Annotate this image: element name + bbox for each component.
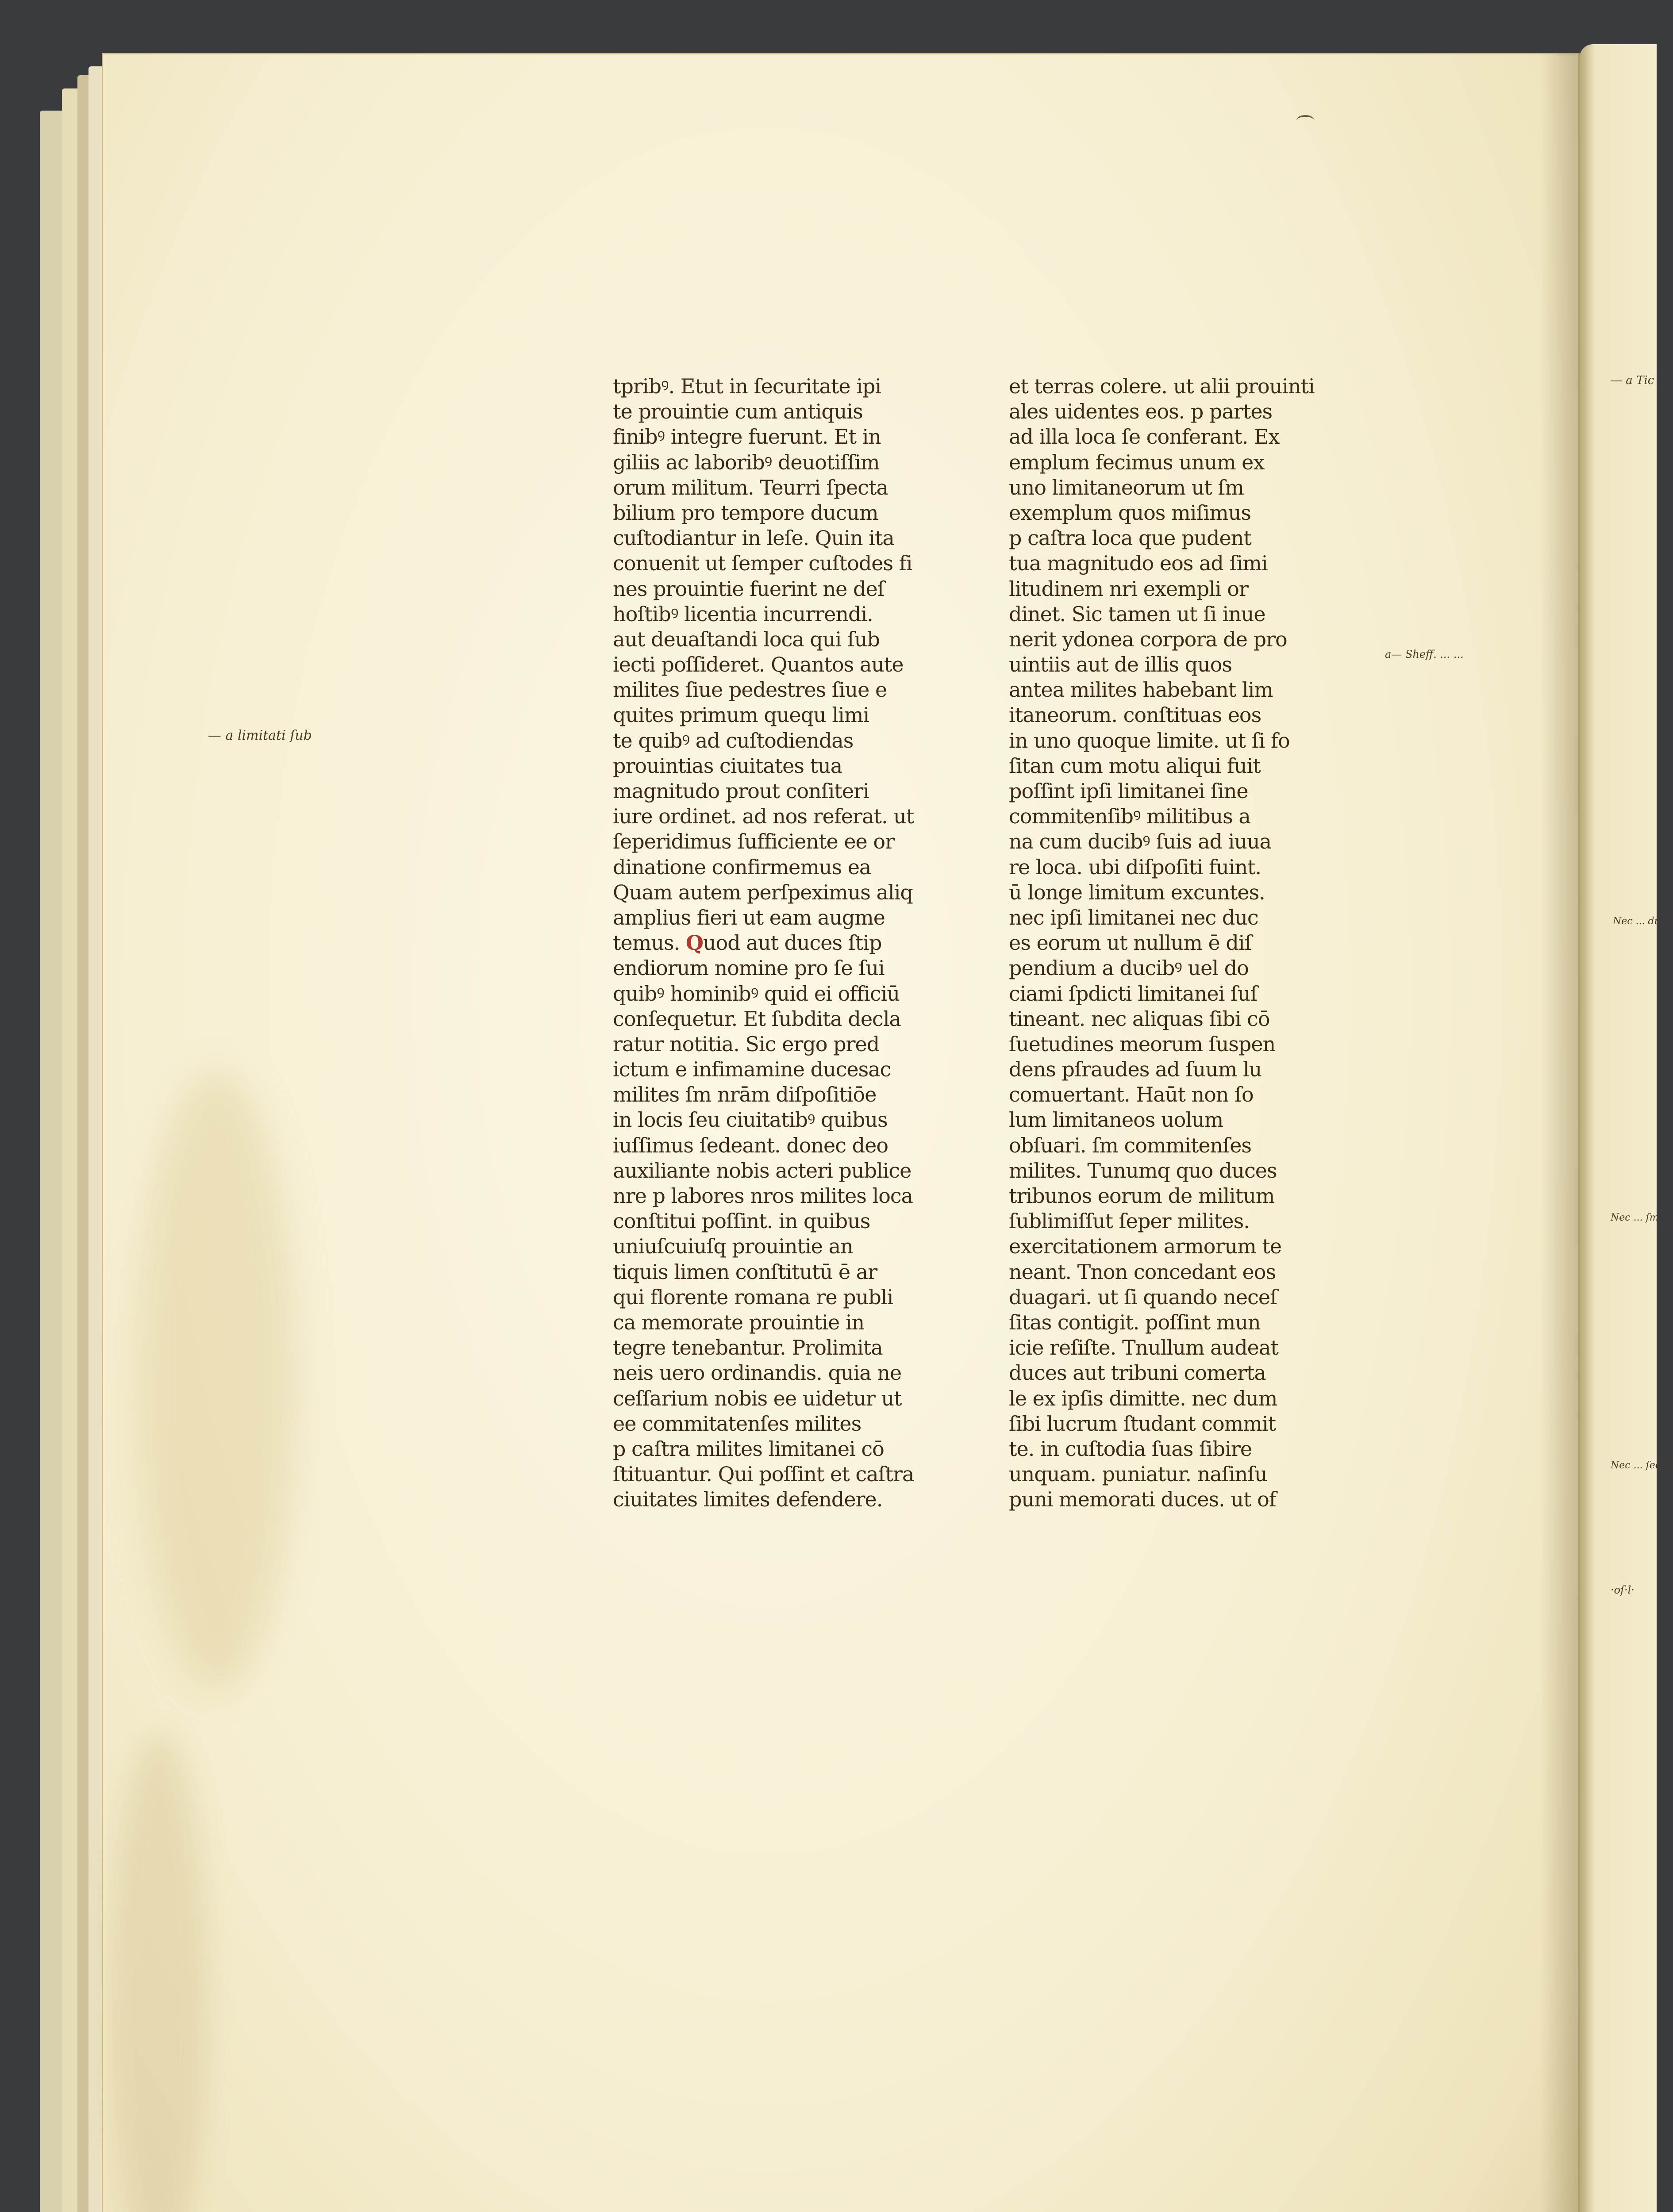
text-line: exercitationem armorum te xyxy=(1009,1234,1282,1259)
text-line: ſeperidimus ſufficiente ee or xyxy=(613,830,895,854)
text-line: dens pſraudes ad ſuum lu xyxy=(1009,1057,1262,1082)
text-line: na cum ducibꝰ ſuis ad iuua xyxy=(1009,830,1271,854)
text-line: auxiliante nobis acteri publice xyxy=(613,1158,911,1183)
marginal-note-right: Nec ... dū ... xyxy=(1613,916,1673,927)
text-line: ſuetudines meorum ſuspen xyxy=(1009,1032,1276,1056)
text-line: dinet. Sic tamen ut ſi inue xyxy=(1009,602,1265,626)
text-line: icie reſiſte. Tnullum audeat xyxy=(1009,1336,1278,1360)
text-line: comuertant. Haūt non ſo xyxy=(1009,1083,1254,1107)
marginal-note-right: Nec ... ſm ... xyxy=(1611,1212,1671,1223)
text-line: tiquis limen conſtitutū ē ar xyxy=(613,1260,877,1284)
text-line: milites. Tunumq quo duces xyxy=(1009,1158,1277,1183)
text-line: antea milites habebant lim xyxy=(1009,678,1273,702)
text-line: conuenit ut ſemper cuſtodes fi xyxy=(613,551,912,576)
text-line: tua magnitudo eos ad ſimi xyxy=(1009,551,1268,576)
gutter-shadow xyxy=(1540,53,1580,2212)
text-line: nre p labores nros milites loca xyxy=(613,1184,913,1208)
text-line: ſublimiſſut ſeper milites. xyxy=(1009,1209,1250,1233)
text-line: puni memorati duces. ut of xyxy=(1009,1487,1276,1512)
marginal-note-left: — a limitati ſub xyxy=(208,728,312,743)
text-line: uniuſcuiuſq prouintie an xyxy=(613,1234,853,1259)
text-line: hoſtibꝰ licentia incurrendi. xyxy=(613,602,873,626)
marginal-note-top-right: — a Tic xyxy=(1611,374,1654,387)
text-line: emplum fecimus unum ex xyxy=(1009,450,1265,474)
text-line: nes prouintie fuerint ne deſ xyxy=(613,576,885,601)
text-line: neant. Tnon concedant eos xyxy=(1009,1260,1276,1284)
text-line: exemplum quos miſimus xyxy=(1009,500,1251,525)
text-line: te. in cuſtodia ſuas ſibire xyxy=(1009,1436,1252,1461)
text-line: tpribꝰ. Etut in ſecuritate ipi xyxy=(613,374,881,398)
text-line: dinatione confirmemus ea xyxy=(613,855,871,879)
text-line: ad illa loca ſe conferant. Ex xyxy=(1009,425,1280,449)
text-line: es eorum ut nullum ē diſ xyxy=(1009,931,1252,955)
text-line: uintiis aut de illis quos xyxy=(1009,653,1232,677)
text-line: in uno quoque limite. ut ſi fo xyxy=(1009,728,1290,753)
text-line: tegre tenebantur. Prolimita xyxy=(613,1336,883,1360)
text-line: litudinem nri exempli or xyxy=(1009,576,1248,601)
text-line: lum limitaneos uolum xyxy=(1009,1108,1223,1132)
text-line: ceſſarium nobis ee uidetur ut xyxy=(613,1386,902,1410)
text-line: ales uidentes eos. p partes xyxy=(1009,399,1273,424)
text-line: ſitas contigit. poſſint mun xyxy=(1009,1310,1261,1334)
text-line: itaneorum. conſtituas eos xyxy=(1009,703,1261,727)
text-line: nec ipſi limitanei nec duc xyxy=(1009,905,1258,929)
text-line: cuſtodiantur in leſe. Quin ita xyxy=(613,526,894,550)
text-line: pendium a ducibꝰ uel do xyxy=(1009,956,1249,980)
text-line: ca memorate prouintie in xyxy=(613,1310,865,1334)
text-line: obſuari. ſm commitenſes xyxy=(1009,1133,1252,1157)
pen-mark xyxy=(1296,115,1314,126)
text-line: neis uero ordinandis. quia ne xyxy=(613,1361,902,1385)
rubricated-initial: Q xyxy=(685,931,703,955)
text-line: ſtituantur. Qui poſſint et caſtra xyxy=(613,1462,914,1486)
text-line: duagari. ut ſi quando neceſ xyxy=(1009,1285,1277,1309)
text-line: bilium pro tempore ducum xyxy=(613,500,878,525)
text-column-right xyxy=(1009,374,1403,1512)
text-line: nerit ydonea corpora de pro xyxy=(1009,627,1287,651)
text-line: aut deuaſtandi loca qui ſub xyxy=(613,627,880,651)
text-line: quites primum quequ limi xyxy=(613,703,869,727)
text-line: temus. Quod aut duces ſtip xyxy=(613,931,882,955)
text-line: et terras colere. ut alii prouinti xyxy=(1009,374,1315,398)
text-line: commitenſibꝰ militibus a xyxy=(1009,804,1250,829)
text-line: orum militum. Teurri ſpecta xyxy=(613,475,888,499)
text-line: quibꝰ hominibꝰ quid ei officiū xyxy=(613,981,900,1006)
text-line: te quibꝰ ad cuſtodiendas xyxy=(613,728,854,753)
text-line: milites ſm nrām diſpoſitiōe xyxy=(613,1083,877,1107)
text-line: poſſint ipſi limitanei ſine xyxy=(1009,779,1248,803)
text-line: ſibi lucrum ſtudant commit xyxy=(1009,1411,1276,1436)
text-line: qui florente romana re publi xyxy=(613,1285,893,1309)
text-line: milites ſiue pedestres ſiue e xyxy=(613,678,887,702)
text-column-left xyxy=(613,374,1007,1512)
text-line: re loca. ubi diſpoſiti fuint. xyxy=(1009,855,1261,879)
text-line: endiorum nomine pro ſe ſui xyxy=(613,956,885,980)
text-line: prouintias ciuitates tua xyxy=(613,753,842,778)
marginal-note-right: ·oſ·l· xyxy=(1611,1584,1635,1596)
text-line: uno limitaneorum ut ſm xyxy=(1009,475,1244,499)
text-line: amplius fieri ut eam augme xyxy=(613,905,885,929)
text-line: iecti poſſideret. Quantos aute xyxy=(613,653,904,677)
text-line: ictum e infimamine ducesac xyxy=(613,1057,891,1082)
text-line: tineant. nec aliquas ſibi cō xyxy=(1009,1006,1270,1031)
text-line: iure ordinet. ad nos referat. ut xyxy=(613,804,914,829)
text-line: iuſſimus ſedeant. donec deo xyxy=(613,1133,888,1157)
text-line: p caſtra milites limitanei cō xyxy=(613,1436,884,1461)
text-line: te prouintie cum antiquis xyxy=(613,399,863,424)
text-line: p caſtra loca que pudent xyxy=(1009,526,1251,550)
text-line: conſtitui poſſint. in quibus xyxy=(613,1209,870,1233)
water-stain xyxy=(137,1071,296,1690)
text-line: duces aut tribuni comerta xyxy=(1009,1361,1266,1385)
text-line: unquam. puniatur. naſinſu xyxy=(1009,1462,1267,1486)
text-line: ſitan cum motu aliqui fuit xyxy=(1009,753,1261,778)
text-line: ee commitatenſes milites xyxy=(613,1411,861,1436)
text-line: ū longe limitum excuntes. xyxy=(1009,880,1265,904)
text-line: Quam autem perſpeximus aliq xyxy=(613,880,913,904)
text-line: tribunos eorum de militum xyxy=(1009,1184,1275,1208)
recto-leaf-edge xyxy=(1580,44,1657,2212)
marginal-note-right: Nec ... ſecun xyxy=(1611,1460,1673,1471)
text-line: ciami ſpdicti limitanei ſuſ xyxy=(1009,981,1258,1006)
text-line: ratur notitia. Sic ergo pred xyxy=(613,1032,880,1056)
marginal-note-middle: a— Sheff. ... ... xyxy=(1385,648,1464,661)
text-line: magnitudo prout conſiteri xyxy=(613,779,869,803)
text-line: giliis ac laboribꝰ deuotiſſim xyxy=(613,450,880,474)
text-line: ciuitates limites defendere. xyxy=(613,1487,883,1512)
text-line: in locis ſeu ciuitatibꝰ quibus xyxy=(613,1108,888,1132)
text-line: conſequetur. Et ſubdita decla xyxy=(613,1006,901,1031)
text-line: le ex ipſis dimitte. nec dum xyxy=(1009,1386,1277,1410)
water-stain xyxy=(111,1734,208,2212)
text-line: finibꝰ integre fuerunt. Et in xyxy=(613,425,881,449)
